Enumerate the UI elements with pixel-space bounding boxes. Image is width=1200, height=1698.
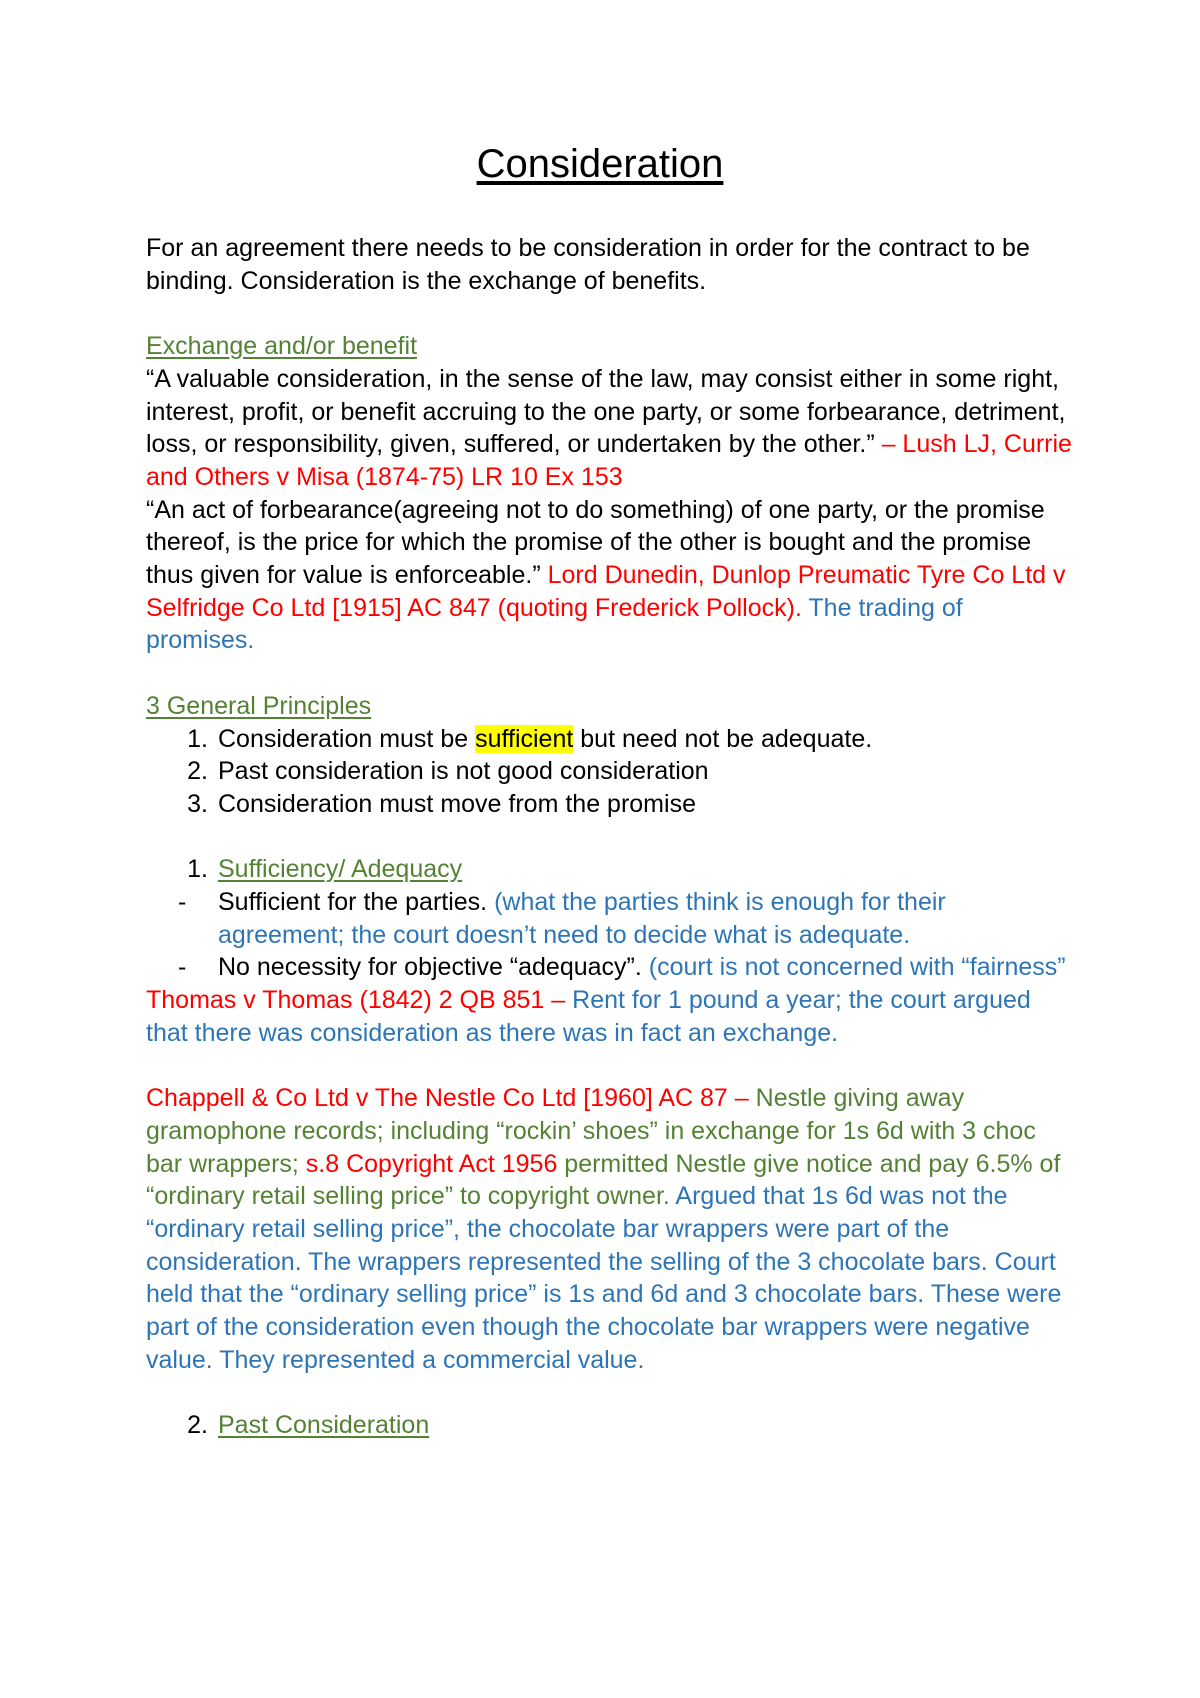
statute-citation: s.8 Copyright Act 1956 [298,1149,558,1178]
bullet-text: Sufficient for the parties. (what the parties think is enough for their agreement; the court doesn’t need to decide what is adequate. [218,888,946,949]
list-number: 2. [187,1411,208,1440]
quote-lush [146,363,1076,494]
quote-dunedin-text: “An act of forbearance(agreeing not to do something) of one party, or the promise thereof, is the price for which the promise of the other is bought and the promise thus given for value is enforceable.” [146,495,1045,590]
principle-item [146,723,1076,756]
sufficiency-heading-row [146,853,1076,886]
case-facts: Nestle giving away gramophone records; including “rockin’ shoes” in exchange for 1s 6d with 3 choc bar wrappers; [146,1084,1036,1178]
quote-dunedin-citation: Lord Dunedin, Dunlop Preumatic Tyre Co Ltd v Selfridge Co Ltd [1915] AC 847 (quoting Frederick Pollock). [146,561,1066,622]
case-facts: permitted Nestle give notice and pay 6.5% of “ordinary retail selling price” to copyright owner. [146,1149,1061,1211]
chappell-case-paragraph [146,1082,1076,1376]
list-number: 1. [187,855,208,884]
case-holding: Argued that 1s 6d was not the “ordinary retail selling price”, the chocolate bar wrappers were part of the consideration. The wrappers represented the selling of the 3 chocolate bars. Court held that the “ordinary selling price” is 1s and 6d and 3 chocolate bars. These were part of the consideration even though the chocolate bar wrappers were negative value. They represented a commercial value. [146,1182,1062,1374]
thomas-case-paragraph [146,984,1076,1049]
bullet-text: No necessity for objective “adequacy”. (court is not concerned with “fairness” [218,953,1066,982]
document-body [146,232,1076,1442]
quote-lush-text: “A valuable consideration, in the sense of the law, may consist either in some right, interest, profit, or benefit accruing to the one party, or some forbearance, detriment, loss, or responsibility, given, suffered, or undertaken by the other.” [146,364,1066,459]
quote-dunedin [146,494,1076,658]
bullet-note: (what the parties think is enough for their agreement; the court doesn’t need to decide what is adequate. [218,888,946,949]
bullet-note: (court is not concerned with “fairness” [641,953,1066,982]
principle-text: Consideration must be sufficient but need not be adequate. [218,724,873,753]
intro-paragraph: For an agreement there needs to be consideration in order for the contract to be binding. Consideration is the exchange of benefits. [146,234,1030,295]
past-consideration-heading: Past Consideration [218,1411,430,1440]
sufficiency-heading: Sufficiency/ Adequacy [218,855,463,884]
case-note: Rent for 1 pound a year; the court argued that there was consideration as there was in fact an exchange. [146,986,1031,1047]
page-title: Consideration [476,142,724,186]
principle-text: Consideration must move from the promise [218,789,696,818]
quote-lush-citation: – Lush LJ, Currie and Others v Misa (1874-75) LR 10 Ex 153 [146,430,1072,491]
principle-item [146,755,1076,788]
list-number: 1. [187,724,208,753]
principle-item [146,788,1076,821]
case-citation: Thomas v Thomas (1842) 2 QB 851 – [146,986,566,1015]
list-number: 2. [187,757,208,786]
principle-text: Past consideration is not good consideration [218,757,709,786]
bullet-item [146,886,1076,951]
principles-heading: 3 General Principles [146,691,372,720]
case-citation: Chappell & Co Ltd v The Nestle Co Ltd [1960] AC 87 – [146,1084,749,1113]
list-number: 3. [187,789,208,818]
highlighted-word: sufficient [475,724,574,753]
quote-dunedin-note: The trading of promises. [146,593,963,655]
past-heading-row [146,1409,1076,1442]
bullet-dash: - [178,953,187,982]
exchange-heading: Exchange and/or benefit [146,332,418,361]
bullet-item [146,951,1076,984]
bullet-dash: - [178,888,187,917]
